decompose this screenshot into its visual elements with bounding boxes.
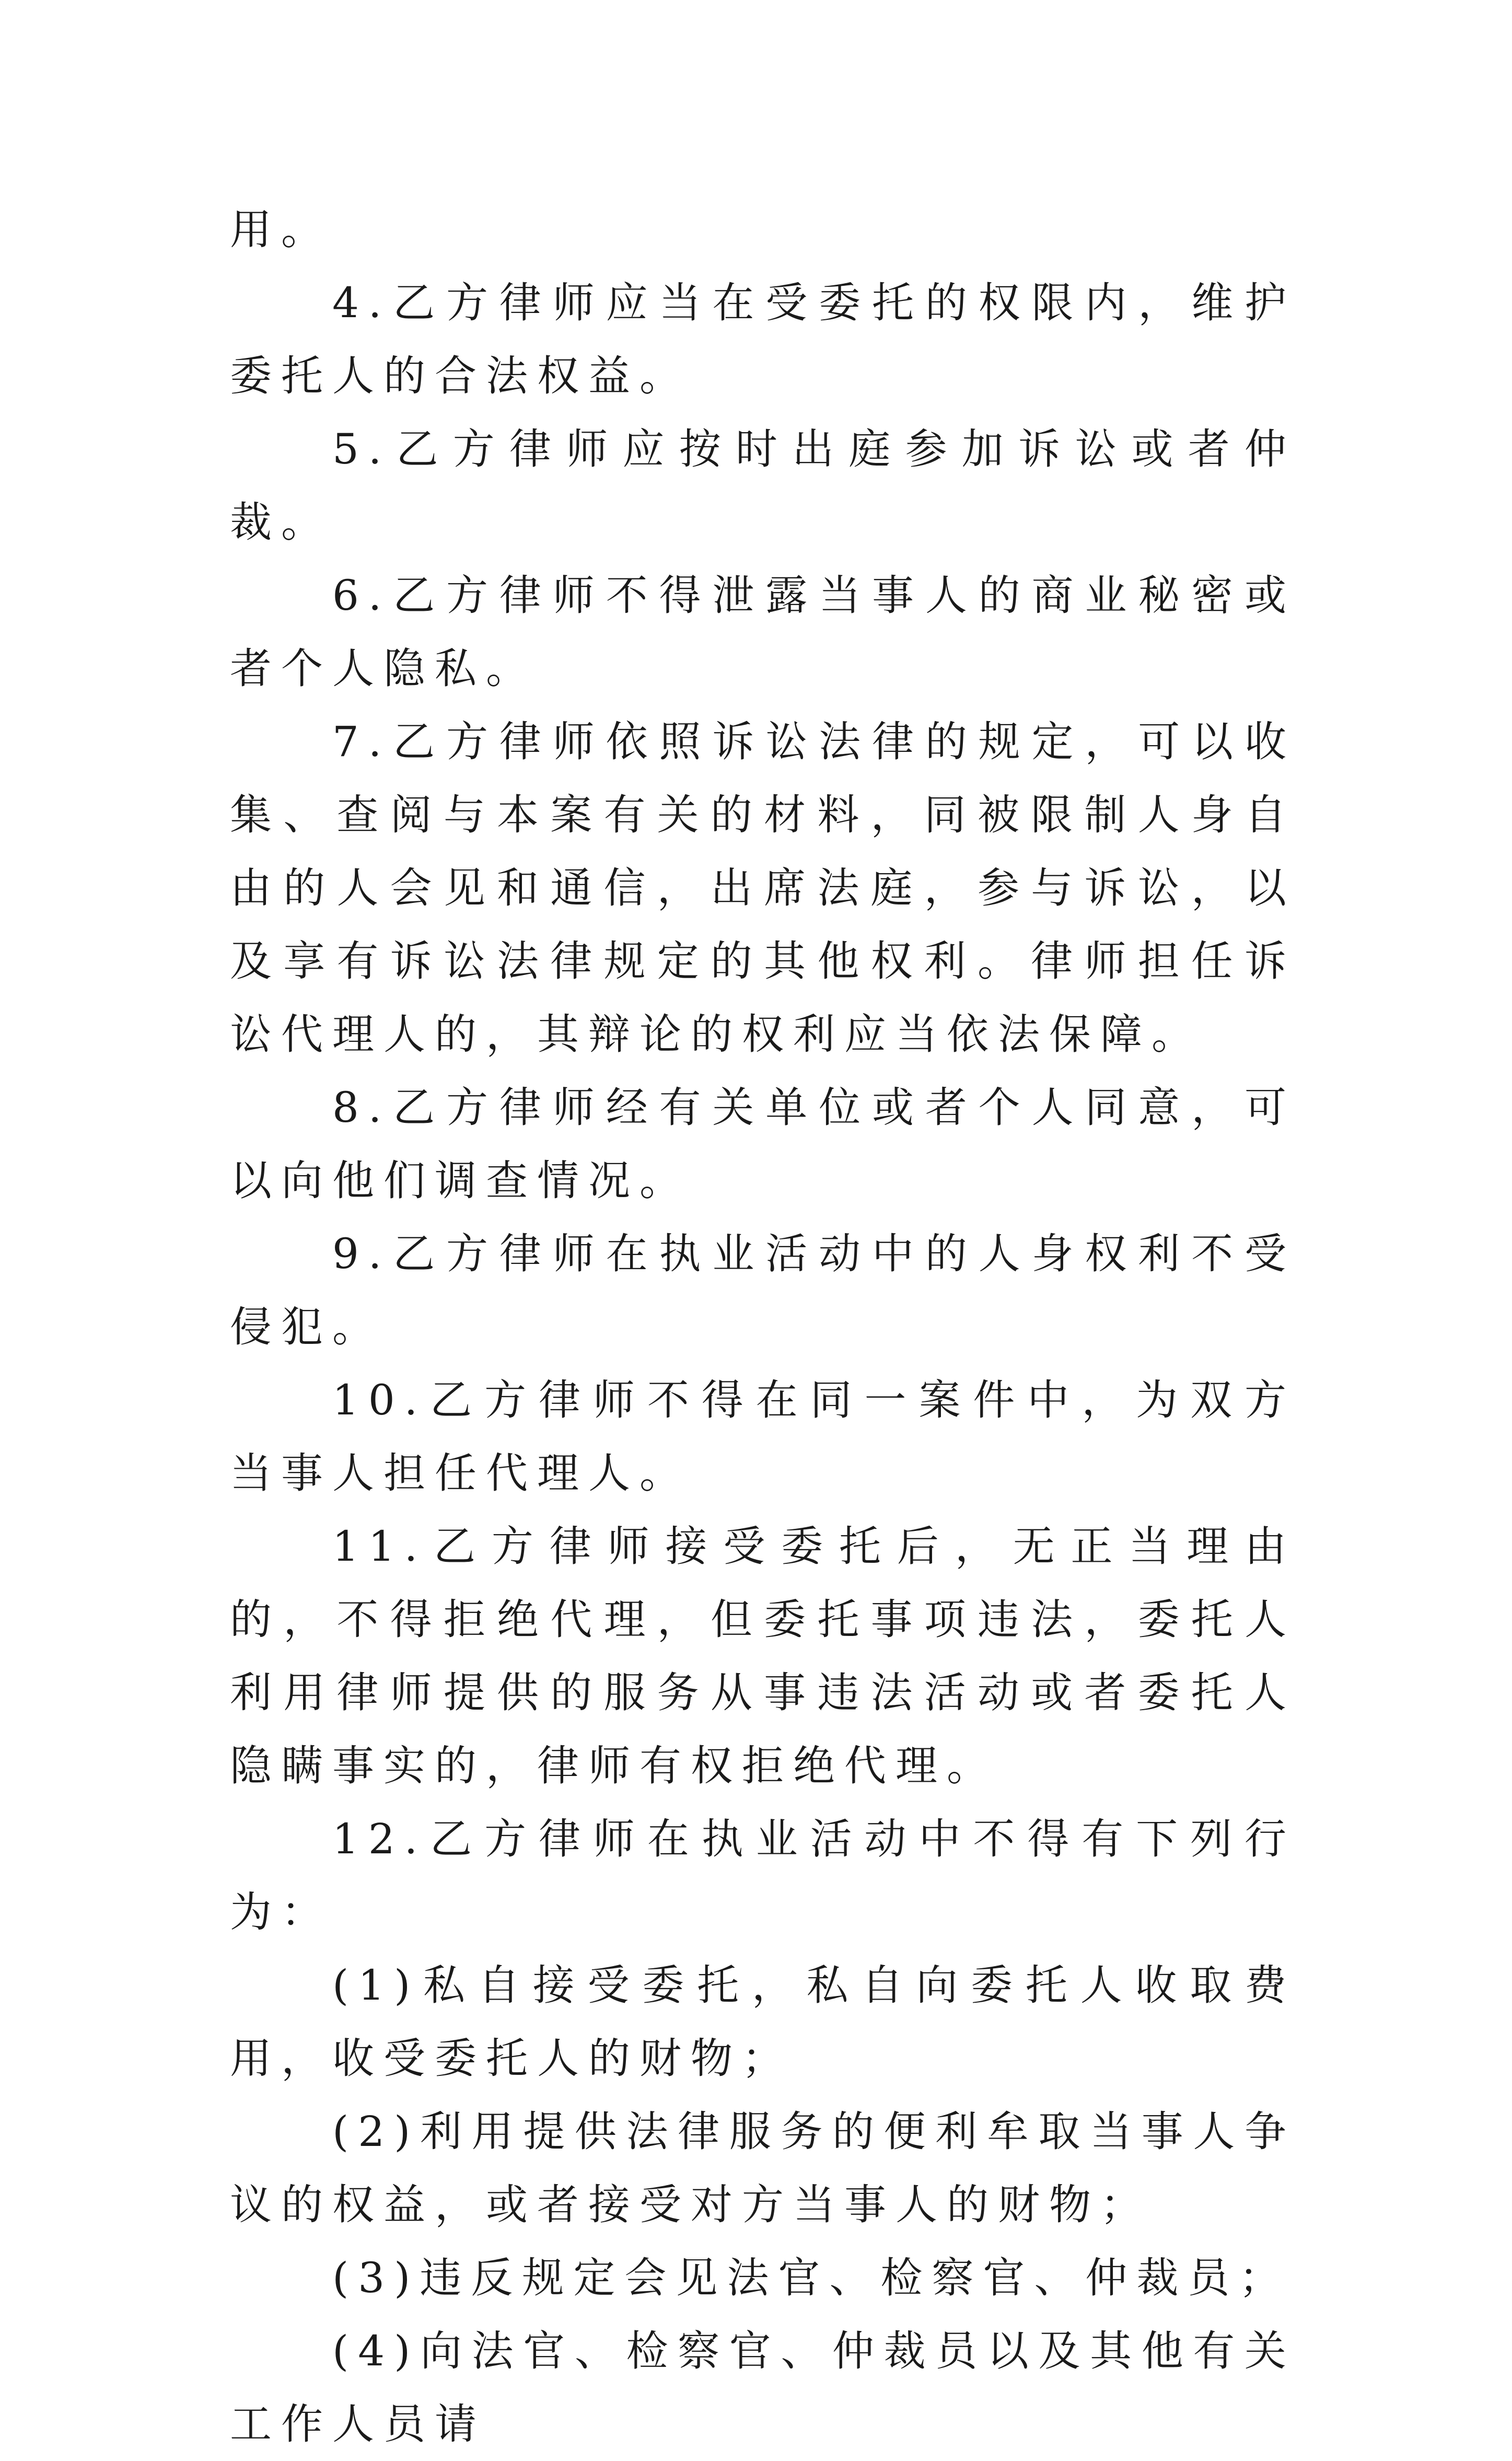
paragraph-item-6: 6.乙方律师不得泄露当事人的商业秘密或者个人隐私。 [230,571,1296,693]
paragraph-continuation: 用。 [230,205,332,254]
paragraph-item-5: 5.乙方律师应按时出庭参加诉讼或者仲裁。 [230,425,1296,547]
paragraph-item-8: 8.乙方律师经有关单位或者个人同意，可以向他们调查情况。 [230,1083,1296,1205]
paragraph-item-7: 7.乙方律师依照诉讼法律的规定，可以收集、查阅与本案有关的材料，同被限制人身自由的人会见和通信，出席法庭，参与诉讼，以及享有诉讼法律规定的其他权利。律师担任诉讼代理人的，其辩论的权利应当依法保障。 [230,717,1296,1059]
document-body [230,193,1296,2461]
subitem-2: (2)利用提供法律服务的便利牟取当事人争议的权益，或者接受对方当事人的财物； [230,2107,1296,2229]
paragraph-item-11: 11.乙方律师接受委托后，无正当理由的，不得拒绝代理，但委托事项违法，委托人利用律师提供的服务从事违法活动或者委托人隐瞒事实的，律师有权拒绝代理。 [230,1522,1296,1790]
paragraph-item-12: 12.乙方律师在执业活动中不得有下列行为： [230,1815,1296,1936]
paragraph-item-4: 4.乙方律师应当在受委托的权限内，维护委托人的合法权益。 [230,278,1296,400]
subitem-4: (4)向法官、检察官、仲裁员以及其他有关工作人员请 [230,2327,1296,2448]
subitem-3: (3)违反规定会见法官、检察官、仲裁员； [332,2254,1290,2302]
paragraph-item-9: 9.乙方律师在执业活动中的人身权利不受侵犯。 [230,1229,1296,1351]
paragraph-item-10: 10.乙方律师不得在同一案件中，为双方当事人担任代理人。 [230,1376,1296,1498]
subitem-1: (1)私自接受委托，私自向委托人收取费用，收受委托人的财物； [230,1961,1296,2083]
